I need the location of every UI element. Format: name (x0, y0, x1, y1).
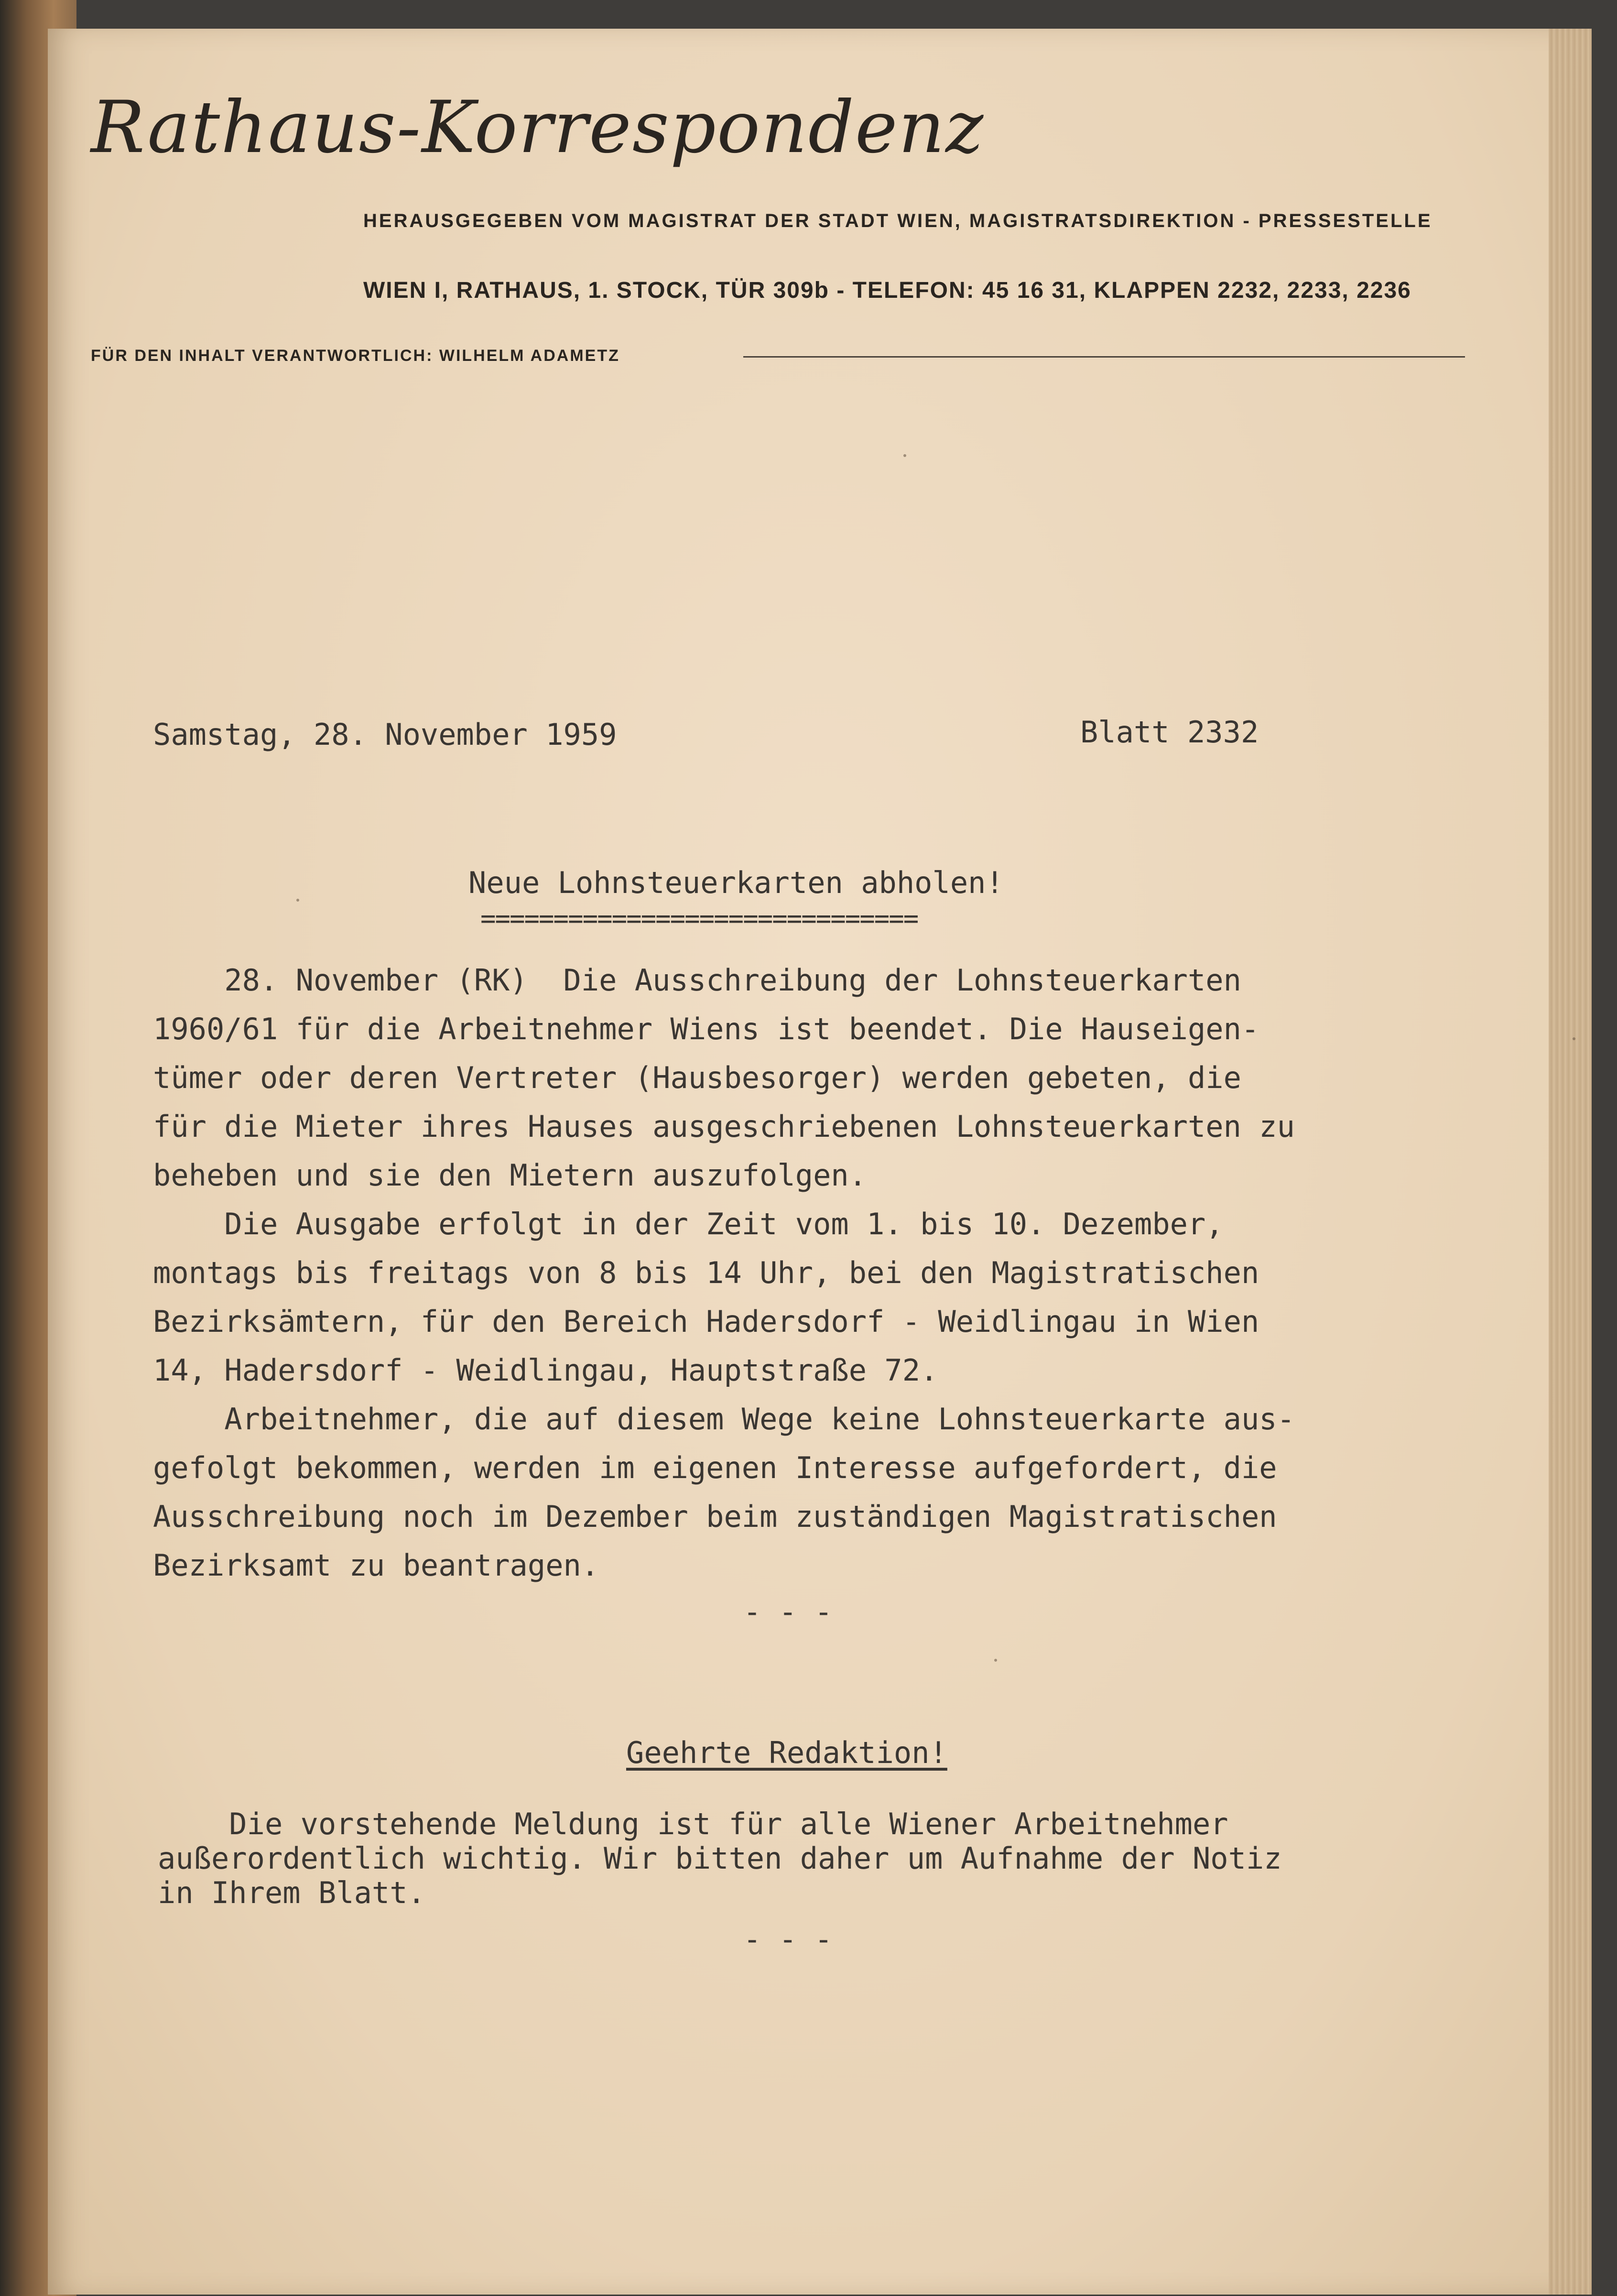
note-line: außerordentlich wichtig. Wir bitten daher um Aufnahme der Notiz (158, 1841, 1282, 1876)
note-line: in Ihrem Blatt. (158, 1875, 425, 1910)
page-edge-stack (1549, 29, 1592, 2295)
paragraph-3 (153, 1395, 1443, 1590)
masthead-publisher: HERAUSGEGEBEN VOM MAGISTRAT DER STADT WIEN, MAGISTRATSDIREKTION - PRESSESTELLE (363, 210, 1433, 231)
body-line: für die Mieter ihres Hauses ausgeschriebenen Lohnsteuerkarten zu (153, 1109, 1295, 1144)
note-line: Die vorstehende Meldung ist für alle Wiener Arbeitnehmer (158, 1806, 1228, 1841)
dateline: Samstag, 28. November 1959 (153, 717, 617, 752)
body-line: montags bis freitags von 8 bis 14 Uhr, bei den Magistratischen (153, 1255, 1259, 1290)
paper-speck (1573, 1037, 1575, 1040)
paper-speck (994, 1659, 997, 1662)
article-body (153, 956, 1443, 1590)
body-line: Ausschreibung noch im Dezember beim zuständigen Magistratischen (153, 1499, 1277, 1534)
headline-double-rule: ============================== (480, 903, 918, 934)
body-line: Die Ausgabe erfolgt in der Zeit vom 1. bis 10. Dezember, (153, 1207, 1224, 1241)
paper-speck (296, 899, 299, 902)
body-line: 14, Hadersdorf - Weidlingau, Hauptstraße 72. (153, 1353, 938, 1388)
article-separator: - - - (743, 1594, 833, 1629)
masthead-rule (743, 356, 1465, 358)
body-line: gefolgt bekommen, werden im eigenen Interesse aufgefordert, die (153, 1450, 1277, 1485)
editor-salutation: Geehrte Redaktion! (626, 1735, 947, 1770)
paragraph-2 (153, 1200, 1443, 1395)
article-headline: Neue Lohnsteuerkarten abholen! (468, 865, 1004, 900)
masthead-responsible: FÜR DEN INHALT VERANTWORTLICH: WILHELM ADAMETZ (91, 347, 620, 365)
note-separator: - - - (743, 1922, 833, 1957)
editor-note (158, 1807, 1282, 1910)
body-line: tümer oder deren Vertreter (Hausbesorger) werden gebeten, die (153, 1060, 1241, 1095)
body-line: 28. November (RK) Die Ausschreibung der Lohnsteuerkarten (153, 963, 1241, 998)
paper-speck (903, 454, 906, 457)
body-line: Arbeitnehmer, die auf diesem Wege keine Lohnsteuerkarte aus- (153, 1402, 1295, 1436)
body-line: 1960/61 für die Arbeitnehmer Wiens ist beendet. Die Hauseigen- (153, 1012, 1259, 1046)
masthead-address: WIEN I, RATHAUS, 1. STOCK, TÜR 309b - TELEFON: 45 16 31, KLAPPEN 2232, 2233, 2236 (363, 278, 1411, 303)
masthead-title: Rathaus-Korrespondenz (91, 86, 985, 169)
sheet-number: Blatt 2332 (1080, 715, 1259, 750)
body-line: beheben und sie den Mietern auszufolgen. (153, 1158, 867, 1193)
body-line: Bezirksamt zu beantragen. (153, 1548, 599, 1583)
body-line: Bezirksämtern, für den Bereich Hadersdorf - Weidlingau in Wien (153, 1304, 1259, 1339)
paragraph-1 (153, 956, 1443, 1200)
